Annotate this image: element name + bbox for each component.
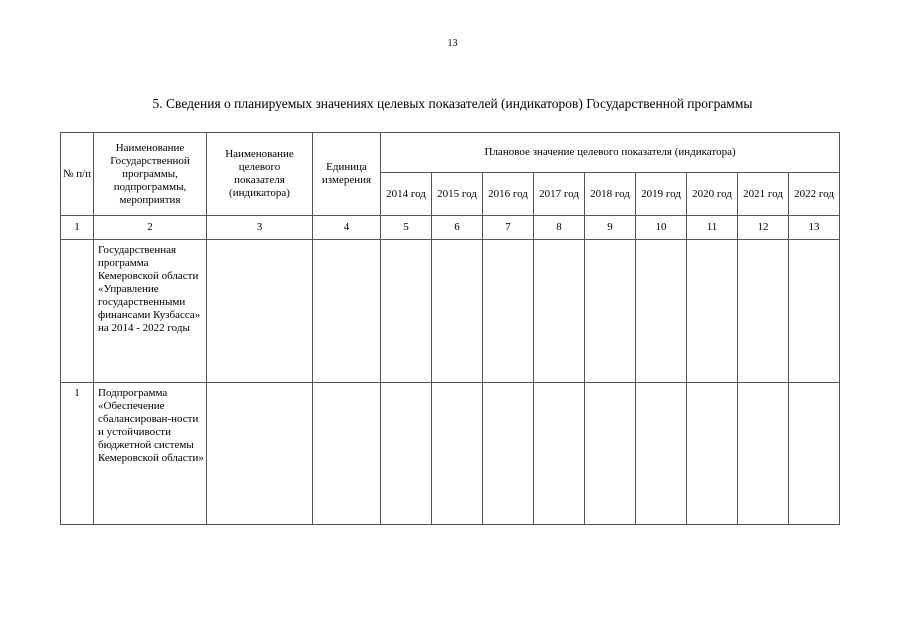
row-num: 1	[61, 383, 94, 525]
table-cell	[534, 240, 585, 383]
header-unit: Единица измерения	[313, 133, 381, 216]
table-row	[61, 383, 840, 525]
column-number: 5	[381, 216, 432, 240]
header-planned-value: Плановое значение целевого показателя (индикатора)	[381, 133, 840, 173]
table-row	[61, 240, 840, 383]
table-cell	[432, 240, 483, 383]
table-cell	[687, 383, 738, 525]
table-cell	[207, 240, 313, 383]
column-number: 6	[432, 216, 483, 240]
table-cell	[381, 240, 432, 383]
table-cell	[636, 383, 687, 525]
header-program-name: Наименование Государственной программы, подпрограммы, мероприятия	[94, 133, 207, 216]
column-number: 10	[636, 216, 687, 240]
table-cell	[313, 240, 381, 383]
row-program-name: Подпрограмма «Обеспечение сбалансирован-ности и устойчивости бюджетной системы Кемеровской области»	[94, 383, 207, 525]
column-number: 4	[313, 216, 381, 240]
column-number: 3	[207, 216, 313, 240]
column-number: 13	[789, 216, 840, 240]
table-cell	[789, 383, 840, 525]
table-cell	[585, 240, 636, 383]
table-cell	[207, 383, 313, 525]
column-number: 1	[61, 216, 94, 240]
header-num: № п/п	[61, 133, 94, 216]
table-cell	[313, 383, 381, 525]
indicators-table	[60, 132, 840, 525]
column-number: 11	[687, 216, 738, 240]
header-year: 2015 год	[432, 173, 483, 216]
table-cell	[585, 383, 636, 525]
column-number: 2	[94, 216, 207, 240]
header-year: 2020 год	[687, 173, 738, 216]
row-program-name: Государственная программа Кемеровской области «Управление государственными финансами Кузбасса» на 2014 - 2022 годы	[94, 240, 207, 383]
header-year: 2014 год	[381, 173, 432, 216]
table-cell	[738, 383, 789, 525]
table-cell	[381, 383, 432, 525]
column-numbers-row	[61, 216, 840, 240]
column-number: 8	[534, 216, 585, 240]
table-cell	[738, 240, 789, 383]
header-indicator-name: Наименование целевого показателя (индикатора)	[207, 133, 313, 216]
table-cell	[483, 240, 534, 383]
table-cell	[789, 240, 840, 383]
table-cell	[636, 240, 687, 383]
column-number: 12	[738, 216, 789, 240]
header-year: 2016 год	[483, 173, 534, 216]
table-cell	[534, 383, 585, 525]
column-number: 7	[483, 216, 534, 240]
page-number: 13	[447, 38, 458, 49]
header-year: 2022 год	[789, 173, 840, 216]
header-year: 2018 год	[585, 173, 636, 216]
table-cell	[687, 240, 738, 383]
header-year: 2019 год	[636, 173, 687, 216]
table-cell	[432, 383, 483, 525]
table-cell	[483, 383, 534, 525]
header-year: 2017 год	[534, 173, 585, 216]
section-title: 5. Сведения о планируемых значениях целевых показателей (индикаторов) Государственной программы	[152, 96, 753, 111]
row-num	[61, 240, 94, 383]
header-year: 2021 год	[738, 173, 789, 216]
column-number: 9	[585, 216, 636, 240]
